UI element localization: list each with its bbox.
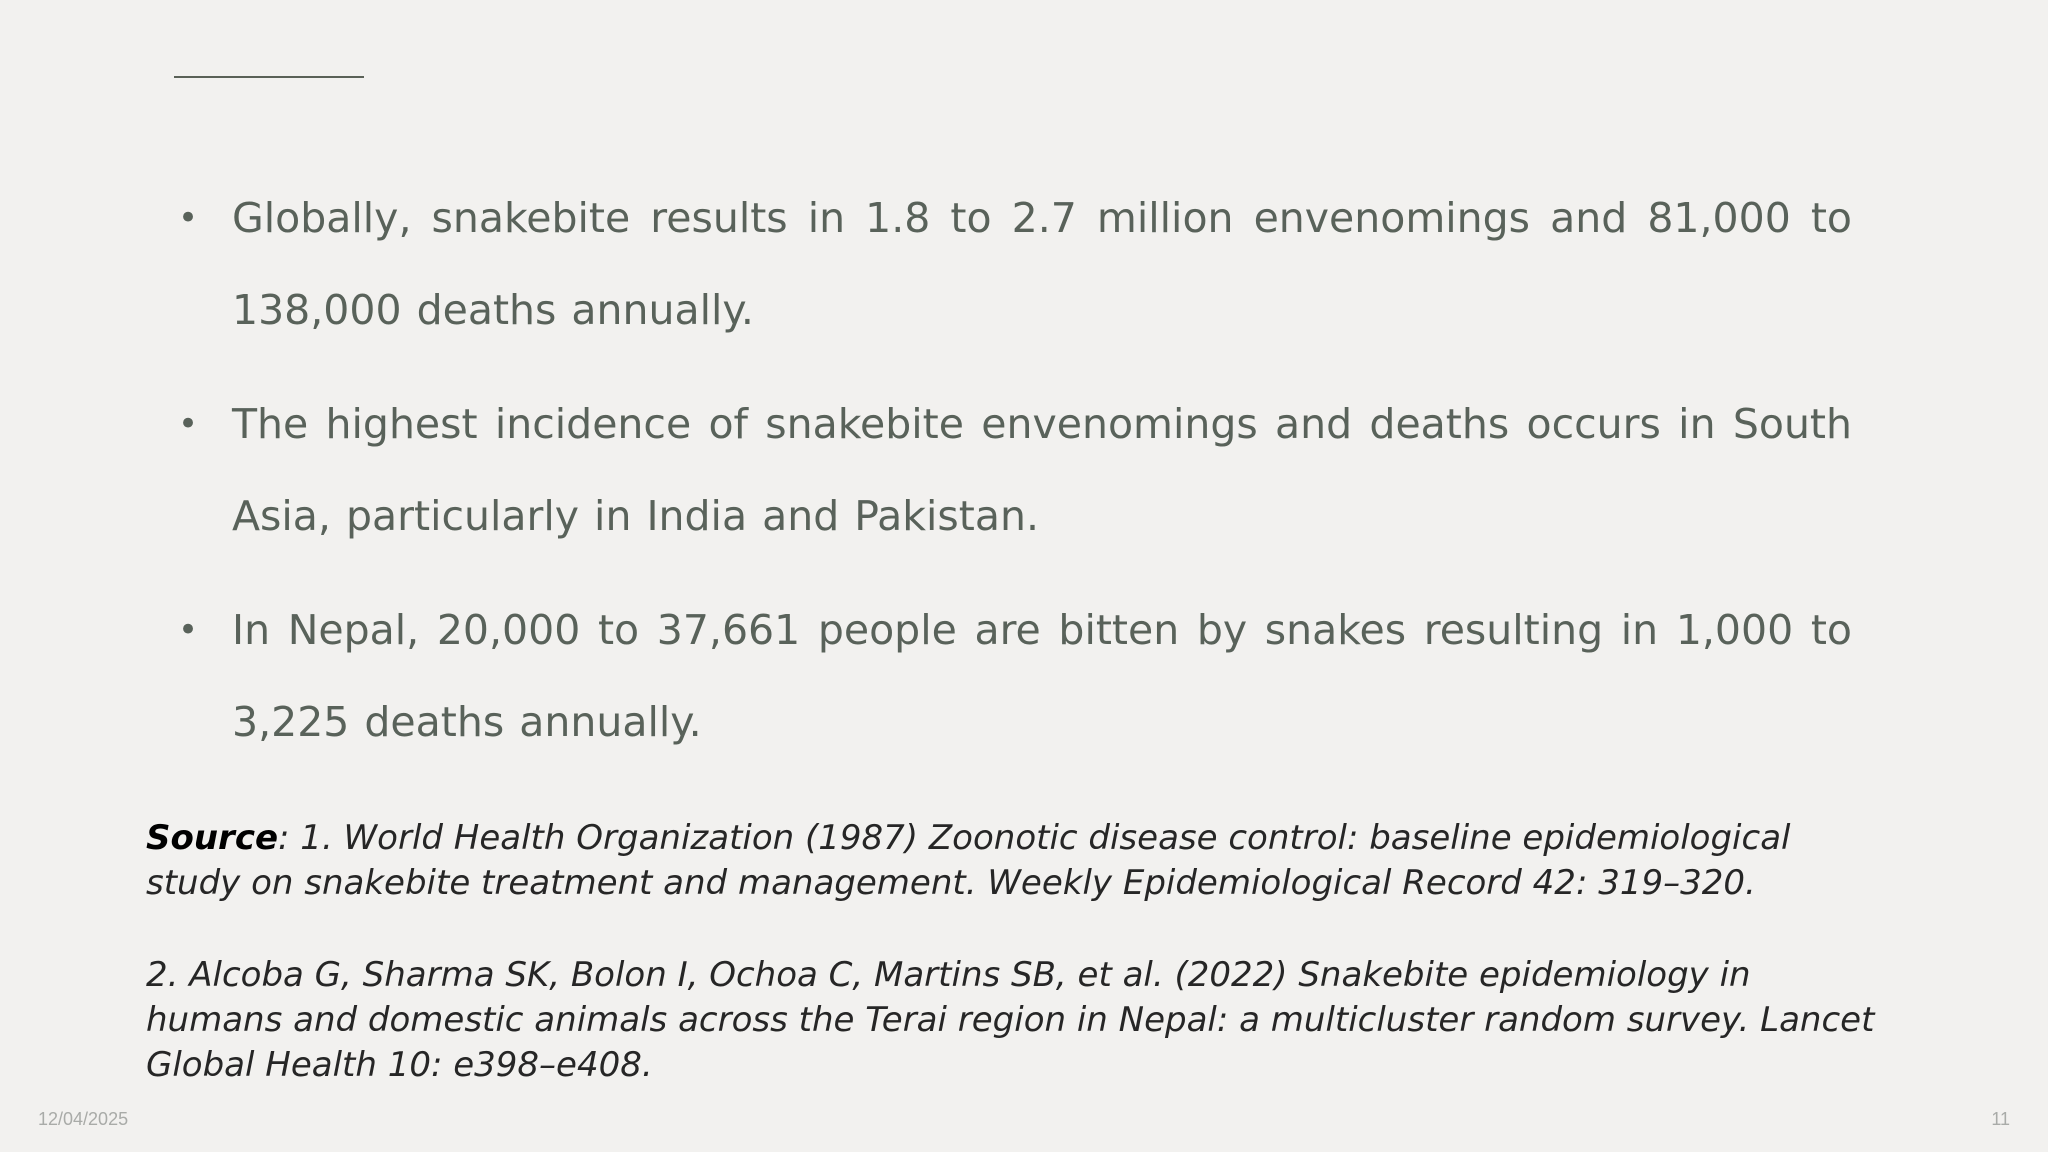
bullet-item bbox=[174, 584, 1852, 768]
source-label: Source bbox=[146, 818, 279, 858]
title-underline bbox=[174, 76, 364, 78]
slide-number: 11 bbox=[1991, 1109, 2010, 1129]
source-citations bbox=[146, 816, 1886, 1135]
source-reference-2: 2. Alcoba G, Sharma SK, Bolon I, Ochoa C, Martins SB, et al. (2022) Snakebite epidemiology in humans and domestic animals across the Terai region in Nepal: a multicluster random survey. Lancet Global Health 10: e398–e408. bbox=[146, 955, 1875, 1085]
bullet-item bbox=[174, 172, 1852, 356]
bullet-point-icon: • bbox=[178, 198, 199, 238]
bullet-item bbox=[174, 378, 1852, 562]
bullet-list bbox=[174, 172, 1852, 790]
source-reference-1-text: : 1. World Health Organization (1987) Zoonotic disease control: baseline epidemiological study on snakebite treatment and management. Weekly Epidemiological Record 42: 319–320. bbox=[146, 818, 1791, 903]
bullet-text: Globally, snakebite results in 1.8 to 2.7 million envenomings and 81,000 to 138,000 deaths annually. bbox=[232, 194, 1852, 334]
bullet-text: In Nepal, 20,000 to 37,661 people are bitten by snakes resulting in 1,000 to 3,225 deaths annually. bbox=[232, 606, 1852, 746]
source-reference-1 bbox=[146, 816, 1886, 906]
bullet-text: The highest incidence of snakebite envenomings and deaths occurs in South Asia, particularly in India and Pakistan. bbox=[232, 400, 1852, 540]
bullet-point-icon: • bbox=[178, 404, 199, 444]
bullet-point-icon: • bbox=[178, 610, 199, 650]
footer-date: 12/04/2025 bbox=[38, 1109, 129, 1129]
